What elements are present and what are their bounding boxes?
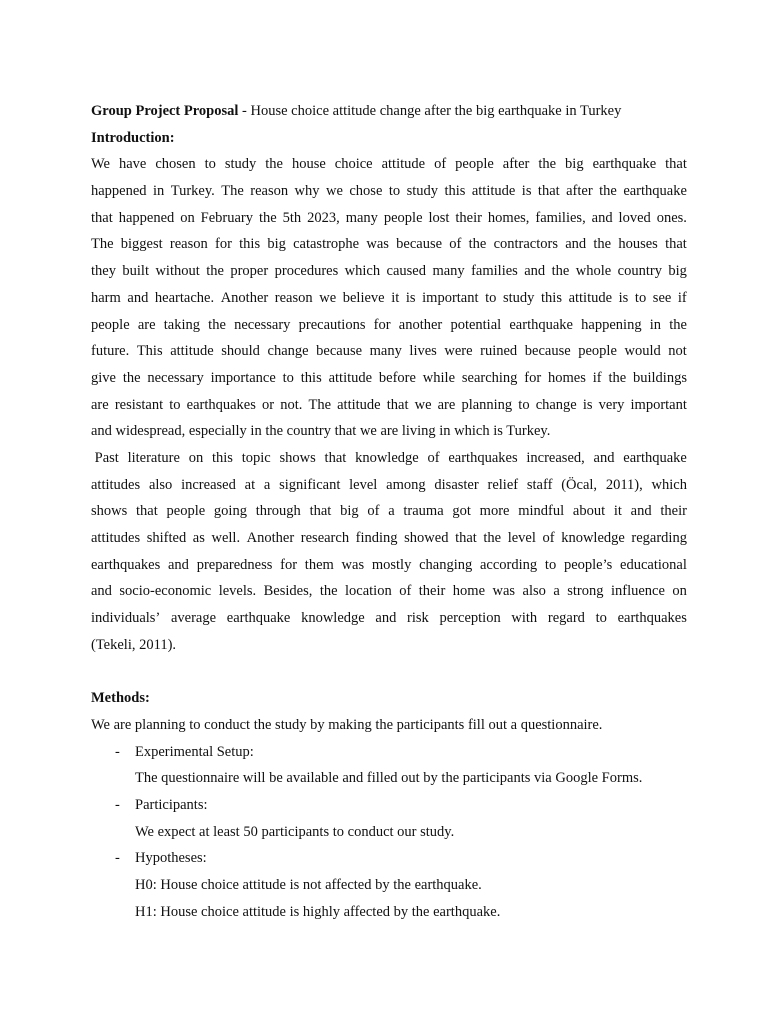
word: people xyxy=(166,503,206,520)
word: this xyxy=(444,183,466,200)
word: importance xyxy=(210,369,276,386)
word: that xyxy=(136,503,158,520)
word: biggest xyxy=(120,236,163,253)
paragraph-line xyxy=(91,498,687,525)
word: buildings xyxy=(633,369,687,386)
word: to xyxy=(282,369,294,386)
word: to xyxy=(169,396,181,413)
word: of xyxy=(427,449,440,466)
word: and xyxy=(127,289,149,306)
word: on xyxy=(188,449,204,466)
word: which xyxy=(651,476,687,493)
word: country xyxy=(617,263,662,280)
paragraph-line xyxy=(91,205,687,232)
introduction-paragraph-2 xyxy=(91,445,687,659)
word: topic xyxy=(241,449,271,466)
word: February xyxy=(200,209,254,226)
word: not. xyxy=(280,396,303,413)
word: believe xyxy=(342,289,385,306)
word: this xyxy=(211,449,233,466)
word: The xyxy=(91,236,114,253)
word: chosen xyxy=(155,156,196,173)
word: this xyxy=(300,369,322,386)
word: knowledge xyxy=(355,449,419,466)
list-item-label: Hypotheses: xyxy=(135,850,207,867)
word: risk xyxy=(407,610,429,627)
word: also xyxy=(522,583,546,600)
word: that xyxy=(665,156,687,173)
word: and xyxy=(591,209,613,226)
word: if xyxy=(677,289,687,306)
word: educational xyxy=(620,556,687,573)
list-item-label: Participants: xyxy=(135,796,208,813)
word: harm xyxy=(91,289,121,306)
word: increased, xyxy=(526,449,585,466)
word: after xyxy=(502,156,530,173)
word: shows xyxy=(91,503,128,520)
word: on xyxy=(672,583,687,600)
word: regarding xyxy=(631,530,687,546)
word: choice xyxy=(334,156,373,173)
word: earthquake xyxy=(623,449,687,466)
word: is xyxy=(618,289,629,306)
word: it xyxy=(613,503,622,520)
word: was xyxy=(341,556,365,573)
title-bold: Group Project Proposal xyxy=(91,103,239,119)
word: to xyxy=(595,610,607,627)
word: and xyxy=(91,583,112,600)
word: proper xyxy=(230,263,269,280)
word: ones. xyxy=(656,209,687,226)
paragraph-line xyxy=(91,445,687,472)
word: and xyxy=(630,503,652,520)
word: and xyxy=(593,449,615,466)
word: staff xyxy=(526,476,553,493)
word: change xyxy=(267,343,309,360)
word: also xyxy=(148,476,173,493)
word: people xyxy=(455,156,494,173)
word: taking xyxy=(163,316,200,333)
word: the xyxy=(599,183,617,200)
paragraph-line xyxy=(91,258,687,285)
document-page xyxy=(91,98,687,925)
word: people xyxy=(383,209,423,226)
paragraph-line xyxy=(91,392,687,419)
word: 2011), xyxy=(605,476,643,493)
word: earthquakes xyxy=(617,610,687,627)
word: earthquake xyxy=(226,610,291,627)
word: catastrophe xyxy=(293,236,360,253)
word: home xyxy=(452,583,486,600)
word: mostly xyxy=(371,556,412,573)
word: to xyxy=(388,183,401,200)
word: lost xyxy=(428,209,450,226)
word: happening xyxy=(581,316,642,333)
list-item xyxy=(91,739,687,766)
word: whole xyxy=(575,263,612,280)
word: at xyxy=(244,476,256,493)
dash-bullet: - xyxy=(115,850,120,867)
word: got xyxy=(452,503,471,520)
word: their xyxy=(455,209,482,226)
word: was xyxy=(492,583,516,600)
word: was xyxy=(366,236,389,253)
word: perception xyxy=(439,610,501,627)
methods-intro: We are planning to conduct the study by making the participants fill out a questionnaire. xyxy=(91,716,603,733)
word: knowledge xyxy=(561,530,625,546)
word: attitude xyxy=(170,343,214,360)
paragraph-line xyxy=(91,151,687,178)
word: their xyxy=(418,583,446,600)
word: would xyxy=(624,343,661,360)
word: attitudes xyxy=(91,530,141,546)
word: increased xyxy=(181,476,236,493)
word: the xyxy=(468,236,487,253)
list-item-text: The questionnaire will be available and filled out by the participants via Google Forms. xyxy=(135,770,643,787)
word: the xyxy=(258,209,277,226)
word: because xyxy=(316,343,363,360)
word: why xyxy=(294,183,320,200)
word: before xyxy=(378,369,416,386)
document-title xyxy=(91,98,687,125)
word: resistant xyxy=(114,396,164,413)
word: level xyxy=(507,530,536,546)
word: necessary xyxy=(234,316,291,333)
word: is xyxy=(405,289,416,306)
word: we xyxy=(325,183,343,200)
word: without xyxy=(155,263,200,280)
word: 2023, xyxy=(307,209,340,226)
word: reason xyxy=(169,236,208,253)
word: in xyxy=(153,183,165,200)
title-rest: - House choice attitude change after the big earthquake in Turkey xyxy=(238,103,622,119)
paragraph-line xyxy=(91,365,687,392)
word: many xyxy=(432,263,465,280)
word: were xyxy=(444,343,473,360)
word: to xyxy=(485,289,497,306)
word: to xyxy=(518,396,530,413)
word: The xyxy=(308,396,332,413)
word: potential xyxy=(450,316,502,333)
word: study xyxy=(503,289,535,306)
word: future. xyxy=(91,343,130,360)
word: while xyxy=(422,369,456,386)
word: families xyxy=(471,263,518,280)
word: ruined xyxy=(480,343,518,360)
word: Besides, xyxy=(263,583,313,600)
word: on xyxy=(180,209,195,226)
word: influence xyxy=(610,583,665,600)
word: as xyxy=(192,530,205,546)
word: to xyxy=(634,289,647,306)
word: that xyxy=(455,530,477,546)
word: homes, xyxy=(487,209,530,226)
word: that xyxy=(386,396,409,413)
word: people xyxy=(578,343,617,360)
word: important xyxy=(422,289,479,306)
word: contractors xyxy=(493,236,558,253)
word: according xyxy=(480,556,538,573)
word: this xyxy=(541,289,562,306)
methods-heading: Methods: xyxy=(91,690,150,707)
word: precautions xyxy=(298,316,366,333)
word: We xyxy=(91,156,110,173)
word: necessary xyxy=(147,369,204,386)
word: among xyxy=(386,476,426,493)
word: and xyxy=(524,263,546,280)
word: that xyxy=(309,503,332,520)
word: earthquakes xyxy=(186,396,256,413)
list-item-label: Experimental Setup: xyxy=(135,743,254,760)
paragraph-line xyxy=(91,525,687,552)
word: the xyxy=(669,316,687,333)
word: because xyxy=(396,236,443,253)
word: another xyxy=(398,316,443,333)
word: for xyxy=(214,236,232,253)
word: the xyxy=(538,156,557,173)
word: research xyxy=(300,530,350,546)
word: lives xyxy=(409,343,437,360)
word: houses xyxy=(618,236,658,253)
word: earthquakes xyxy=(91,556,161,573)
word: location xyxy=(345,583,392,600)
word: changing xyxy=(419,556,473,573)
word: or xyxy=(262,396,275,413)
word: is xyxy=(521,183,532,200)
word: a xyxy=(388,503,395,520)
word: to xyxy=(544,556,557,573)
word: Another xyxy=(246,530,295,546)
word: the xyxy=(593,236,612,253)
word: that xyxy=(91,209,113,226)
word: have xyxy=(118,156,147,173)
list-item xyxy=(91,792,687,819)
paragraph-line-last: and widespread, especially in the country that we are living in which is Turkey. xyxy=(91,423,551,440)
word: 5th xyxy=(282,209,302,226)
paragraph-line xyxy=(91,285,687,312)
word: important xyxy=(630,396,687,413)
paragraph-line xyxy=(91,552,687,579)
word: more xyxy=(479,503,510,520)
word: The xyxy=(221,183,244,200)
paragraph-line xyxy=(91,605,687,632)
word: give xyxy=(91,369,116,386)
word: heartache. xyxy=(154,289,215,306)
word: attitude xyxy=(471,183,516,200)
word: shifted xyxy=(146,530,187,546)
word: reason xyxy=(274,289,313,306)
word: happened xyxy=(118,209,175,226)
word: study xyxy=(224,156,257,173)
word: earthquake xyxy=(509,316,573,333)
word: that xyxy=(537,183,560,200)
word: and xyxy=(565,236,587,253)
word: not xyxy=(668,343,687,360)
word: and xyxy=(375,610,397,627)
word: with xyxy=(511,610,538,627)
word: disaster xyxy=(434,476,479,493)
word: of xyxy=(449,236,462,253)
word: their xyxy=(660,503,687,520)
word: the xyxy=(122,369,141,386)
paragraph-line xyxy=(91,231,687,258)
word: Turkey. xyxy=(170,183,215,200)
word: homes xyxy=(548,369,586,386)
word: literature xyxy=(127,449,180,466)
list-item-text: H0: House choice attitude is not affected by the earthquake. xyxy=(135,876,482,893)
word: study xyxy=(406,183,438,200)
word: people’s xyxy=(563,556,613,573)
word: in xyxy=(649,316,662,333)
word: the xyxy=(608,369,627,386)
word: shows xyxy=(279,449,316,466)
word: many xyxy=(345,209,378,226)
word: showed xyxy=(404,530,449,546)
word: attitude xyxy=(328,369,373,386)
paragraph-line-last: (Tekeli, 2011). xyxy=(91,636,177,653)
word: it xyxy=(391,289,400,306)
word: the xyxy=(265,156,283,173)
word: loved xyxy=(618,209,651,226)
word: because xyxy=(524,343,571,360)
word: big xyxy=(668,263,687,280)
word: significant xyxy=(279,476,341,493)
word: change xyxy=(535,396,577,413)
word: house xyxy=(291,156,326,173)
word: of xyxy=(399,583,412,600)
word: we xyxy=(414,396,432,413)
dash-bullet: - xyxy=(115,743,120,760)
word: are xyxy=(91,396,109,413)
word: for xyxy=(373,316,391,333)
word: level xyxy=(349,476,378,493)
word: we xyxy=(319,289,337,306)
word: attitude xyxy=(568,289,613,306)
introduction-heading: Introduction: xyxy=(91,129,175,146)
word: strong xyxy=(567,583,604,600)
word: of xyxy=(434,156,447,173)
paragraph-line xyxy=(91,472,687,499)
word: attitude xyxy=(337,396,381,413)
word: planning xyxy=(461,396,513,413)
list-item-text: We expect at least 50 participants to conduct our study. xyxy=(135,823,455,840)
word: the xyxy=(208,316,226,333)
word: preparedness xyxy=(196,556,273,573)
word: them xyxy=(304,556,334,573)
paragraph-line xyxy=(91,338,687,365)
dash-bullet: - xyxy=(115,796,120,813)
word: see xyxy=(652,289,672,306)
word: reason xyxy=(250,183,289,200)
word: average xyxy=(170,610,217,627)
word: people xyxy=(91,316,130,333)
word: procedures xyxy=(274,263,339,280)
word: This xyxy=(136,343,163,360)
word: happened xyxy=(91,183,147,200)
word: is xyxy=(582,396,593,413)
word: which xyxy=(344,263,381,280)
word: well. xyxy=(211,530,241,546)
word: finding xyxy=(355,530,398,546)
blank-line xyxy=(91,658,687,685)
word: and xyxy=(168,556,189,573)
word: families, xyxy=(535,209,586,226)
word: of xyxy=(542,530,555,546)
word: Past xyxy=(91,449,119,466)
word: a xyxy=(263,476,271,493)
word: knowledge xyxy=(301,610,365,627)
word: for xyxy=(524,369,542,386)
word: chose xyxy=(349,183,383,200)
word: the xyxy=(551,263,570,280)
word: Another xyxy=(220,289,269,306)
word: big xyxy=(267,236,286,253)
word: individuals’ xyxy=(91,610,161,627)
word: about xyxy=(572,503,606,520)
word: socio-economic xyxy=(119,583,212,600)
word: after xyxy=(566,183,593,200)
paragraph-line xyxy=(91,178,687,205)
word: the xyxy=(483,530,502,546)
word: that xyxy=(665,236,687,253)
word: through xyxy=(255,503,301,520)
word: big xyxy=(340,503,359,520)
paragraph-line xyxy=(91,312,687,339)
word: very xyxy=(598,396,625,413)
word: the xyxy=(319,583,338,600)
word: built xyxy=(122,263,149,280)
word: of xyxy=(367,503,380,520)
word: relief xyxy=(487,476,519,493)
word: (Öcal, xyxy=(561,476,598,493)
word: a xyxy=(553,583,560,600)
word: that xyxy=(324,449,347,466)
word: trauma xyxy=(403,503,444,520)
paragraph-line xyxy=(91,578,687,605)
list-item-text: H1: House choice attitude is highly affected by the earthquake. xyxy=(135,903,501,920)
word: the xyxy=(206,263,224,280)
word: this xyxy=(239,236,261,253)
word: to xyxy=(204,156,216,173)
word: for xyxy=(280,556,298,573)
list-item xyxy=(91,845,687,872)
word: earthquake xyxy=(592,156,657,173)
word: searching xyxy=(461,369,518,386)
word: earthquakes xyxy=(448,449,518,466)
word: attitude xyxy=(381,156,426,173)
word: caused xyxy=(386,263,426,280)
word: they xyxy=(91,263,116,280)
word: going xyxy=(213,503,247,520)
word: levels. xyxy=(218,583,257,600)
word: are xyxy=(437,396,456,413)
word: mindful xyxy=(518,503,565,520)
word: should xyxy=(221,343,260,360)
word: regard xyxy=(547,610,585,627)
introduction-paragraph-1 xyxy=(91,151,687,445)
word: many xyxy=(369,343,402,360)
word: attitudes xyxy=(91,476,141,493)
word: are xyxy=(137,316,156,333)
word: if xyxy=(592,369,602,386)
word: earthquake xyxy=(623,183,687,200)
word: big xyxy=(565,156,584,173)
